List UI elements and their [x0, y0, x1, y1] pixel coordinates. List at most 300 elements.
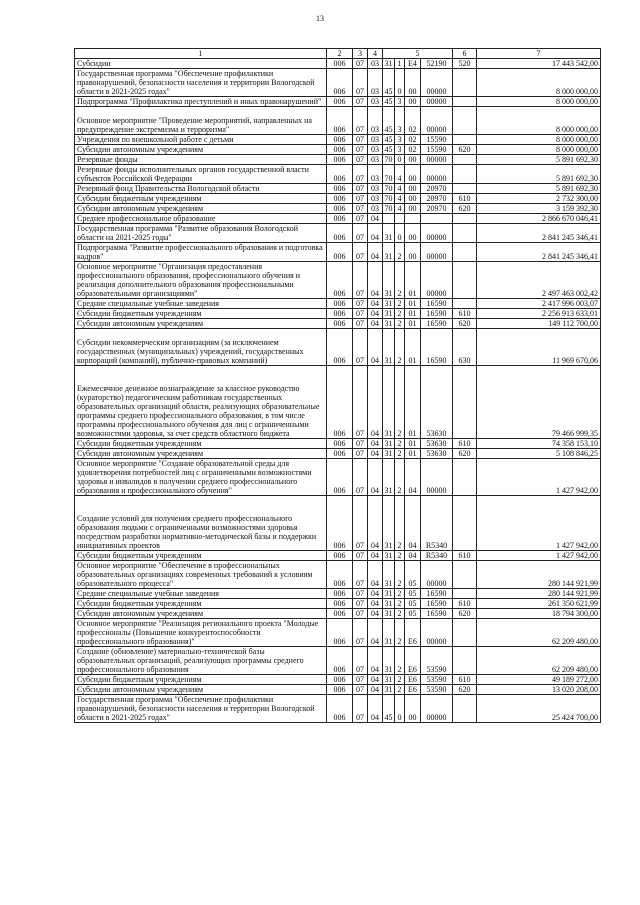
cell-name: Учреждения по внешкольной работе с детьми — [75, 135, 327, 145]
cell-name: Государственная программа "Обеспечение профилактики правонарушений, безопасности населения и территории Вологодской области в 2021-2025 годах" — [75, 69, 327, 97]
cell-subprogram: 3 — [395, 145, 405, 155]
cell-vid — [453, 155, 477, 165]
table-row — [75, 561, 601, 589]
cell-sum: 1 427 942,00 — [477, 496, 601, 551]
cell-program: 31 — [384, 589, 393, 598]
cell-vid — [453, 366, 477, 439]
cell-vid — [453, 695, 477, 723]
cell-subprogram: 3 — [395, 97, 405, 107]
cell-razdel: 07 — [353, 599, 368, 609]
cell-razdel: 07 — [353, 204, 368, 214]
cell-subprogram: 3 — [395, 107, 405, 135]
cell-podrazdel: 04 — [368, 366, 383, 439]
cell-program: 70 — [383, 165, 395, 184]
cell-podrazdel: 04 — [368, 439, 383, 449]
cell-name: Основное мероприятие "Реализация регионального проекта "Молодые профессионалы (Повышение конкурентоспособности профессионального образования)" — [75, 619, 327, 647]
cell-grbs: 006 — [327, 155, 353, 165]
cell-razdel: 07 — [353, 107, 368, 135]
cell-event: 02 — [405, 135, 421, 145]
cell-grbs: 006 — [327, 589, 353, 599]
cell-direction: 00000 — [421, 695, 453, 723]
cell-podrazdel: 03 — [368, 135, 383, 145]
table-row — [75, 675, 601, 685]
cell-name: Создание условий для получения среднего профессионального образования людьми с ограниченными возможностями здоровья посредством разработки нормативно-методической базы и поддержки инициативных проектов — [75, 496, 327, 551]
cell-vid: 610 — [453, 194, 477, 204]
cell-direction: 00000 — [421, 459, 453, 496]
cell-vid — [453, 561, 477, 589]
cell-sum: 2 841 245 346,41 — [477, 224, 601, 243]
cell-direction: 00000 — [421, 262, 453, 299]
cell-podrazdel: 04 — [368, 329, 383, 366]
header-col-3: 3 — [353, 49, 368, 59]
cell-direction: 16590 — [421, 329, 453, 366]
cell-grbs: 006 — [327, 599, 353, 609]
cell-event: 05 — [405, 561, 421, 589]
cell-direction: 16590 — [421, 319, 453, 329]
cell-vid — [453, 165, 477, 184]
cell-podrazdel: 03 — [368, 194, 383, 204]
cell-razdel: 07 — [353, 675, 368, 685]
header-col-1: 1 — [75, 49, 327, 59]
cell-razdel: 07 — [353, 449, 368, 459]
cell-direction: 15590 — [421, 135, 453, 145]
cell-grbs: 006 — [327, 366, 353, 439]
cell-event: 05 — [405, 589, 421, 599]
cell-subprogram: 0 — [395, 69, 405, 97]
cell-event: 00 — [405, 194, 421, 204]
cell-razdel: 07 — [353, 155, 368, 165]
table-row — [75, 155, 601, 165]
cell-sum: 5 891 692,30 — [477, 165, 601, 184]
cell-grbs: 006 — [327, 97, 353, 107]
cell-program: 45 — [383, 695, 395, 723]
table-body — [75, 59, 601, 723]
cell-direction: R5340 — [421, 551, 453, 561]
cell-razdel: 07 — [353, 319, 368, 329]
cell-program: 31 — [384, 675, 393, 684]
cell-podrazdel: 04 — [368, 214, 383, 224]
cell-grbs: 006 — [327, 496, 353, 551]
cell-direction: 00000 — [421, 165, 453, 184]
cell-vid: 620 — [453, 145, 477, 155]
cell-sum: 18 794 300,00 — [477, 609, 601, 619]
table-row — [75, 366, 601, 439]
cell-razdel: 07 — [353, 224, 368, 243]
cell-sum: 8 000 000,00 — [477, 97, 601, 107]
table-row — [75, 685, 601, 695]
cell-grbs: 006 — [327, 319, 353, 329]
cell-sum: 2 841 245 346,41 — [477, 243, 601, 262]
cell-razdel: 07 — [353, 165, 368, 184]
cell-vid — [453, 224, 477, 243]
cell-subprogram: 2 — [395, 449, 405, 459]
cell-event: E4 — [405, 59, 421, 69]
cell-name: Резервные фонды — [75, 155, 327, 165]
cell-grbs: 006 — [327, 262, 353, 299]
cell-vid: 620 — [453, 685, 477, 695]
cell-razdel: 07 — [353, 214, 368, 224]
table-row — [75, 599, 601, 609]
cell-podrazdel: 03 — [368, 69, 383, 97]
cell-program: 31 — [383, 647, 395, 675]
cell-name: Создание (обновление) материально-технической базы образовательных организаций, реализующих программы среднего профессионального образования — [75, 647, 327, 675]
cell-razdel: 07 — [353, 59, 368, 69]
cell-sum: 8 000 000,00 — [477, 107, 601, 135]
cell-grbs: 006 — [327, 184, 353, 194]
cell-program: 31 — [384, 309, 393, 318]
cell-podrazdel: 04 — [368, 299, 383, 309]
cell-grbs: 006 — [327, 224, 353, 243]
cell-direction: 00000 — [421, 97, 453, 107]
cell-podrazdel: 03 — [368, 204, 383, 214]
cell-grbs: 006 — [327, 695, 353, 723]
cell-podrazdel: 03 — [368, 165, 383, 184]
table-row — [75, 439, 601, 449]
cell-subprogram: 2 — [395, 675, 405, 685]
cell-program: 31 — [384, 599, 393, 608]
table-row — [75, 165, 601, 184]
cell-sum: 25 424 700,00 — [477, 695, 601, 723]
cell-program: 31 — [384, 439, 393, 448]
table-row — [75, 496, 601, 551]
table-row — [75, 107, 601, 135]
cell-subprogram: 2 — [395, 619, 405, 647]
cell-grbs: 006 — [327, 69, 353, 97]
cell-sum: 5 891 692,30 — [477, 184, 601, 194]
cell-sum: 62 209 480,00 — [477, 647, 601, 675]
cell-podrazdel: 04 — [368, 647, 383, 675]
cell-direction: 15590 — [421, 145, 453, 155]
cell-podrazdel: 04 — [368, 685, 383, 695]
cell-podrazdel: 04 — [368, 319, 383, 329]
cell-subprogram: 0 — [395, 224, 405, 243]
cell-sum: 11 969 670,06 — [477, 329, 601, 366]
cell-event — [405, 214, 421, 224]
cell-vid: 610 — [453, 439, 477, 449]
cell-podrazdel: 04 — [368, 309, 383, 319]
table-row — [75, 184, 601, 194]
cell-program — [383, 214, 395, 224]
cell-name: Государственная программа "Развитие образования Вологодской области на 2021-2025 годы" — [75, 224, 327, 243]
cell-program: 31 — [383, 329, 395, 366]
table-row — [75, 299, 601, 309]
cell-subprogram: 2 — [395, 609, 405, 619]
table-row — [75, 262, 601, 299]
cell-sum: 280 144 921,99 — [477, 589, 601, 599]
cell-subprogram: 2 — [395, 589, 405, 599]
cell-name: Подпрограмма "Профилактика преступлений и иных правонарушений" — [75, 97, 327, 107]
cell-vid — [453, 184, 477, 194]
cell-name: Ежемесячное денежное вознаграждение за классное руководство (кураторство) педагогическим работникам государственных образовательных организаций области, реализующих образовательные программы среднего профессионального образования, в том числе программы профессионального обучения для лиц с ограниченными возможностями здоровья, за счет средств областного бюджета — [75, 366, 327, 439]
cell-subprogram: 2 — [395, 496, 405, 551]
cell-grbs: 006 — [327, 551, 353, 561]
cell-razdel: 07 — [353, 299, 368, 309]
cell-razdel: 07 — [353, 329, 368, 366]
cell-name: Основное мероприятие "Организация предоставления профессионального образования, профессионального обучения и реализация дополнительного образования профессиональными образовательными организациями" — [75, 262, 327, 299]
cell-sum: 8 000 000,00 — [477, 69, 601, 97]
cell-sum: 1 427 942,00 — [477, 551, 601, 561]
cell-sum: 79 466 999,35 — [477, 366, 601, 439]
cell-direction: 20970 — [421, 194, 453, 204]
cell-name: Субсидии автономным учреждениям — [75, 145, 327, 155]
cell-razdel: 07 — [353, 551, 368, 561]
cell-sum: 5 891 692,30 — [477, 155, 601, 165]
cell-sum: 2 417 996 003,07 — [477, 299, 601, 309]
cell-sum: 17 443 542,00 — [477, 59, 601, 69]
table-row — [75, 214, 601, 224]
cell-event: 00 — [405, 224, 421, 243]
cell-podrazdel: 04 — [368, 243, 383, 262]
cell-vid: 610 — [453, 675, 477, 685]
cell-program: 70 — [384, 155, 393, 164]
cell-name: Среднее профессиональное образование — [75, 214, 327, 224]
header-col-6: 6 — [453, 49, 477, 59]
cell-program: 45 — [383, 107, 395, 135]
cell-podrazdel: 04 — [368, 551, 383, 561]
cell-vid — [453, 647, 477, 675]
cell-subprogram: 2 — [395, 647, 405, 675]
cell-name: Средние специальные учебные заведения — [75, 589, 327, 599]
cell-name: Основное мероприятие "Проведение мероприятий, направленных на предупреждение экстремизма и терроризма" — [75, 107, 327, 135]
cell-grbs: 006 — [327, 439, 353, 449]
cell-podrazdel: 04 — [368, 675, 383, 685]
cell-razdel: 07 — [353, 194, 368, 204]
table-row — [75, 145, 601, 155]
cell-podrazdel: 04 — [368, 599, 383, 609]
cell-podrazdel: 03 — [368, 145, 383, 155]
cell-direction: 53590 — [421, 685, 453, 695]
cell-program: 31 — [384, 59, 393, 68]
cell-sum: 8 000 000,00 — [477, 135, 601, 145]
cell-event: 05 — [405, 609, 421, 619]
cell-subprogram: 0 — [395, 155, 405, 165]
cell-razdel: 07 — [353, 685, 368, 695]
cell-razdel: 07 — [353, 145, 368, 155]
cell-direction: 16590 — [421, 599, 453, 609]
cell-direction — [421, 214, 453, 224]
table-row — [75, 449, 601, 459]
cell-podrazdel: 04 — [368, 695, 383, 723]
table-row — [75, 647, 601, 675]
cell-razdel: 07 — [353, 647, 368, 675]
cell-sum: 1 427 942,00 — [477, 459, 601, 496]
cell-direction: 53590 — [421, 647, 453, 675]
cell-razdel: 07 — [353, 619, 368, 647]
cell-subprogram: 2 — [395, 299, 405, 309]
cell-podrazdel: 04 — [368, 609, 383, 619]
cell-grbs: 006 — [327, 59, 353, 69]
cell-event: 05 — [405, 599, 421, 609]
cell-razdel: 07 — [353, 135, 368, 145]
cell-event: 01 — [405, 262, 421, 299]
cell-program: 31 — [383, 224, 395, 243]
cell-direction: 00000 — [421, 243, 453, 262]
cell-subprogram: 2 — [395, 551, 405, 561]
cell-vid: 520 — [453, 59, 477, 69]
cell-program: 31 — [384, 685, 393, 694]
cell-direction: 00000 — [421, 69, 453, 97]
cell-podrazdel: 04 — [368, 224, 383, 243]
cell-subprogram: 4 — [395, 165, 405, 184]
cell-vid: 620 — [453, 319, 477, 329]
cell-name: Средние специальные учебные заведения — [75, 299, 327, 309]
cell-name: Резервный фонд Правительства Вологодской области — [75, 184, 327, 194]
cell-event: E6 — [405, 685, 421, 695]
table-row — [75, 551, 601, 561]
cell-razdel: 07 — [353, 184, 368, 194]
cell-sum: 149 112 700,00 — [477, 319, 601, 329]
cell-razdel: 07 — [353, 97, 368, 107]
cell-sum: 280 144 921,99 — [477, 561, 601, 589]
cell-grbs: 006 — [327, 194, 353, 204]
cell-podrazdel: 04 — [368, 496, 383, 551]
cell-razdel: 07 — [353, 309, 368, 319]
header-col-5: 5 — [383, 49, 453, 59]
cell-vid: 610 — [453, 551, 477, 561]
cell-sum: 13 020 208,00 — [477, 685, 601, 695]
cell-subprogram: 0 — [395, 695, 405, 723]
cell-event: 01 — [405, 309, 421, 319]
cell-name: Субсидии автономным учреждениям — [75, 319, 327, 329]
cell-razdel: 07 — [353, 366, 368, 439]
cell-sum: 49 189 272,00 — [477, 675, 601, 685]
cell-program: 31 — [383, 262, 395, 299]
cell-razdel: 07 — [353, 609, 368, 619]
table-row — [75, 319, 601, 329]
cell-name: Субсидии некоммерческим организациям (за исключением государственных (муниципальных) учреждений, государственных корпораций (компаний), публично-правовых компаний) — [75, 329, 327, 366]
table-row — [75, 619, 601, 647]
page-number: 13 — [316, 14, 324, 23]
cell-vid — [453, 262, 477, 299]
cell-name: Субсидии бюджетным учреждениям — [75, 675, 327, 685]
cell-subprogram: 2 — [395, 439, 405, 449]
cell-program: 31 — [384, 299, 393, 308]
header-col-7: 7 — [477, 49, 601, 59]
cell-sum: 5 108 846,25 — [477, 449, 601, 459]
table-row — [75, 695, 601, 723]
cell-program: 31 — [383, 243, 395, 262]
cell-vid — [453, 299, 477, 309]
cell-subprogram: 2 — [395, 243, 405, 262]
cell-direction: R5340 — [421, 496, 453, 551]
cell-podrazdel: 04 — [368, 449, 383, 459]
cell-name: Субсидии автономным учреждениям — [75, 609, 327, 619]
cell-subprogram: 2 — [395, 309, 405, 319]
cell-subprogram: 2 — [395, 685, 405, 695]
cell-event: 00 — [405, 97, 421, 107]
cell-subprogram: 4 — [395, 184, 405, 194]
cell-vid — [453, 496, 477, 551]
cell-event: 01 — [405, 439, 421, 449]
cell-direction: 00000 — [421, 619, 453, 647]
cell-program: 31 — [383, 561, 395, 589]
cell-program: 45 — [384, 97, 393, 106]
cell-grbs: 006 — [327, 135, 353, 145]
cell-podrazdel: 04 — [368, 619, 383, 647]
budget-table — [74, 48, 601, 723]
cell-vid — [453, 619, 477, 647]
cell-program: 70 — [384, 194, 393, 203]
cell-program: 31 — [384, 609, 393, 618]
cell-razdel: 07 — [353, 496, 368, 551]
cell-subprogram: 2 — [395, 329, 405, 366]
cell-name: Субсидии — [75, 59, 327, 69]
table-row — [75, 589, 601, 599]
cell-podrazdel: 03 — [368, 97, 383, 107]
cell-grbs: 006 — [327, 107, 353, 135]
cell-podrazdel: 04 — [368, 589, 383, 599]
cell-grbs: 006 — [327, 675, 353, 685]
cell-event: E6 — [405, 647, 421, 675]
table-row — [75, 609, 601, 619]
cell-event: 00 — [405, 184, 421, 194]
header-col-2: 2 — [327, 49, 353, 59]
table-row — [75, 97, 601, 107]
table-row — [75, 243, 601, 262]
cell-direction: 16590 — [421, 589, 453, 599]
table-row — [75, 224, 601, 243]
cell-event: 01 — [405, 299, 421, 309]
cell-grbs: 006 — [327, 145, 353, 155]
cell-vid: 630 — [453, 329, 477, 366]
cell-event: 02 — [405, 145, 421, 155]
table-row — [75, 309, 601, 319]
cell-direction: 16590 — [421, 609, 453, 619]
cell-name: Субсидии бюджетным учреждениям — [75, 599, 327, 609]
cell-podrazdel: 04 — [368, 561, 383, 589]
cell-event: 04 — [405, 551, 421, 561]
cell-vid — [453, 589, 477, 599]
cell-grbs: 006 — [327, 449, 353, 459]
cell-vid: 610 — [453, 309, 477, 319]
table-row — [75, 194, 601, 204]
header-col-4: 4 — [368, 49, 383, 59]
cell-subprogram: 4 — [395, 194, 405, 204]
cell-razdel: 07 — [353, 695, 368, 723]
cell-direction: 00000 — [421, 224, 453, 243]
cell-grbs: 006 — [327, 685, 353, 695]
cell-event: 00 — [405, 695, 421, 723]
cell-name: Основное мероприятие "Обеспечение в профессиональных образовательных организациях современных требований к условиям образовательного процесса" — [75, 561, 327, 589]
cell-direction: 16590 — [421, 309, 453, 319]
cell-sum: 2 732 300,00 — [477, 194, 601, 204]
cell-grbs: 006 — [327, 619, 353, 647]
cell-event: 04 — [405, 459, 421, 496]
cell-direction: 20970 — [421, 184, 453, 194]
cell-vid — [453, 97, 477, 107]
cell-direction: 53630 — [421, 449, 453, 459]
cell-event: 01 — [405, 366, 421, 439]
cell-program: 31 — [384, 319, 393, 328]
cell-podrazdel: 03 — [368, 59, 383, 69]
cell-vid — [453, 459, 477, 496]
table-row — [75, 69, 601, 97]
cell-name: Субсидии бюджетным учреждениям — [75, 309, 327, 319]
table-row — [75, 59, 601, 69]
cell-podrazdel: 03 — [368, 107, 383, 135]
cell-razdel: 07 — [353, 459, 368, 496]
cell-event: 00 — [405, 165, 421, 184]
cell-direction: 53590 — [421, 675, 453, 685]
cell-program: 31 — [384, 551, 393, 560]
cell-event: 01 — [405, 319, 421, 329]
cell-grbs: 006 — [327, 204, 353, 214]
table-row — [75, 135, 601, 145]
cell-podrazdel: 03 — [368, 184, 383, 194]
cell-grbs: 006 — [327, 309, 353, 319]
cell-grbs: 006 — [327, 329, 353, 366]
cell-vid — [453, 107, 477, 135]
